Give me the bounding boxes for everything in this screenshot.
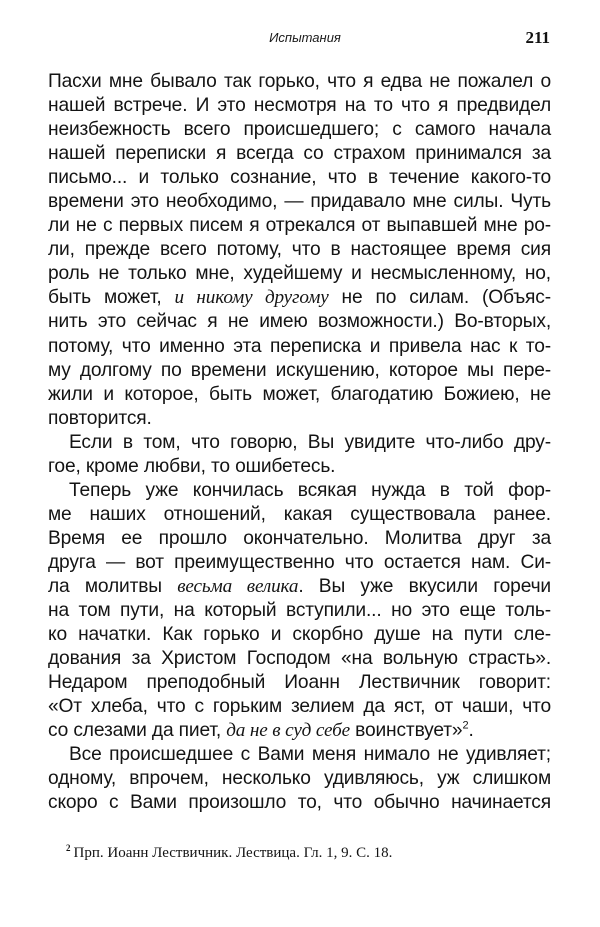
text-line	[48, 719, 551, 743]
text-line: времени это необходимо, — придавало мне силы. Чуть	[48, 191, 551, 213]
text-run: не по силам. (Объяс-	[328, 287, 551, 309]
text-line: на том пути, на который вступили... но это еще толь-	[48, 600, 551, 622]
running-head	[0, 30, 600, 45]
text-line: письмо... и только сознание, что в течение какого-то	[48, 167, 551, 189]
paragraph-start-line: Если в том, что говорю, Вы увидите что-либо дру-	[69, 431, 551, 453]
text-line: ме наших отношений, какая существовала ранее.	[48, 503, 551, 525]
text-line	[48, 286, 551, 310]
text-line: роль не только мне, худейшему и несмысленному, но,	[48, 263, 551, 285]
paragraph-start-line: Все происшедшее с Вами меня нимало не удивляет;	[69, 744, 551, 766]
paragraph-start-line: Теперь уже кончилась всякая нужда в той фор-	[69, 479, 551, 501]
emphasis-text: весьма велика	[177, 575, 299, 597]
body-text	[48, 70, 551, 815]
footnote-marker: 2	[66, 843, 71, 853]
text-line: Время ее прошло окончательно. Молитва друг за	[48, 527, 551, 549]
text-line: скоро с Вами произошло то, что обычно начинается	[48, 792, 551, 814]
emphasis-text: да не в суд себе	[226, 720, 350, 742]
footnote-reference[interactable]: 2	[462, 719, 469, 732]
text-line: повторится.	[48, 407, 152, 429]
text-run: со слезами да пиет,	[48, 720, 227, 742]
text-line	[48, 575, 551, 599]
text-run: воинствует»	[349, 720, 463, 742]
text-line: ли, прежде всего потому, что в настоящее время сия	[48, 239, 551, 261]
text-line: друга — вот преимущественно что остается нам. Си-	[48, 551, 551, 573]
text-line: нашей встрече. И это несмотря на то что я предвидел	[48, 95, 551, 117]
page-number: 211	[525, 28, 550, 47]
text-line: «От хлеба, что с горьким зелием да яст, от чаши, что	[48, 696, 551, 718]
text-line: му долгому по времени искушению, которое мы пере-	[48, 359, 551, 381]
text-run: быть может,	[48, 287, 175, 309]
text-line: жили и которое, быть может, благодатию Божиею, не	[48, 383, 551, 405]
footnote-text: Прп. Иоанн Лествичник. Лествица. Гл. 1, 9. С. 18.	[73, 845, 393, 861]
text-run: . Вы уже вкусили горечи	[298, 575, 551, 597]
text-line: гое, кроме любви, то ошибетесь.	[48, 455, 336, 477]
text-line: дования за Христом Господом «на вольную страсть».	[48, 648, 551, 670]
text-line: неизбежность всего происшедшего; с самого начала	[48, 119, 551, 141]
text-run: .	[468, 720, 474, 742]
text-line: ли не с первых писем я отрекался от выпавшей мне ро-	[48, 215, 551, 237]
text-line: одному, впрочем, несколько удивляюсь, уж слишком	[48, 768, 551, 790]
text-line: потому, что именно эта переписка и привела нас к то-	[48, 335, 551, 357]
text-line: нашей переписки я всегда со страхом принимался за	[48, 143, 551, 165]
emphasis-text: и никому другому	[174, 287, 329, 309]
text-line: нить это сейчас я не имею возможности.) Во-вторых,	[48, 311, 551, 333]
text-line: Недаром преподобный Иоанн Лествичник говорит:	[48, 672, 551, 694]
text-run: ла молитвы	[48, 575, 178, 597]
chapter-title: Испытания	[269, 30, 341, 45]
text-line: Пасхи мне бывало так горько, что я едва не пожалел о	[48, 71, 551, 92]
footnote	[66, 845, 392, 862]
text-line: ко начатки. Как горько и скорбно душе на пути сле-	[48, 624, 551, 646]
